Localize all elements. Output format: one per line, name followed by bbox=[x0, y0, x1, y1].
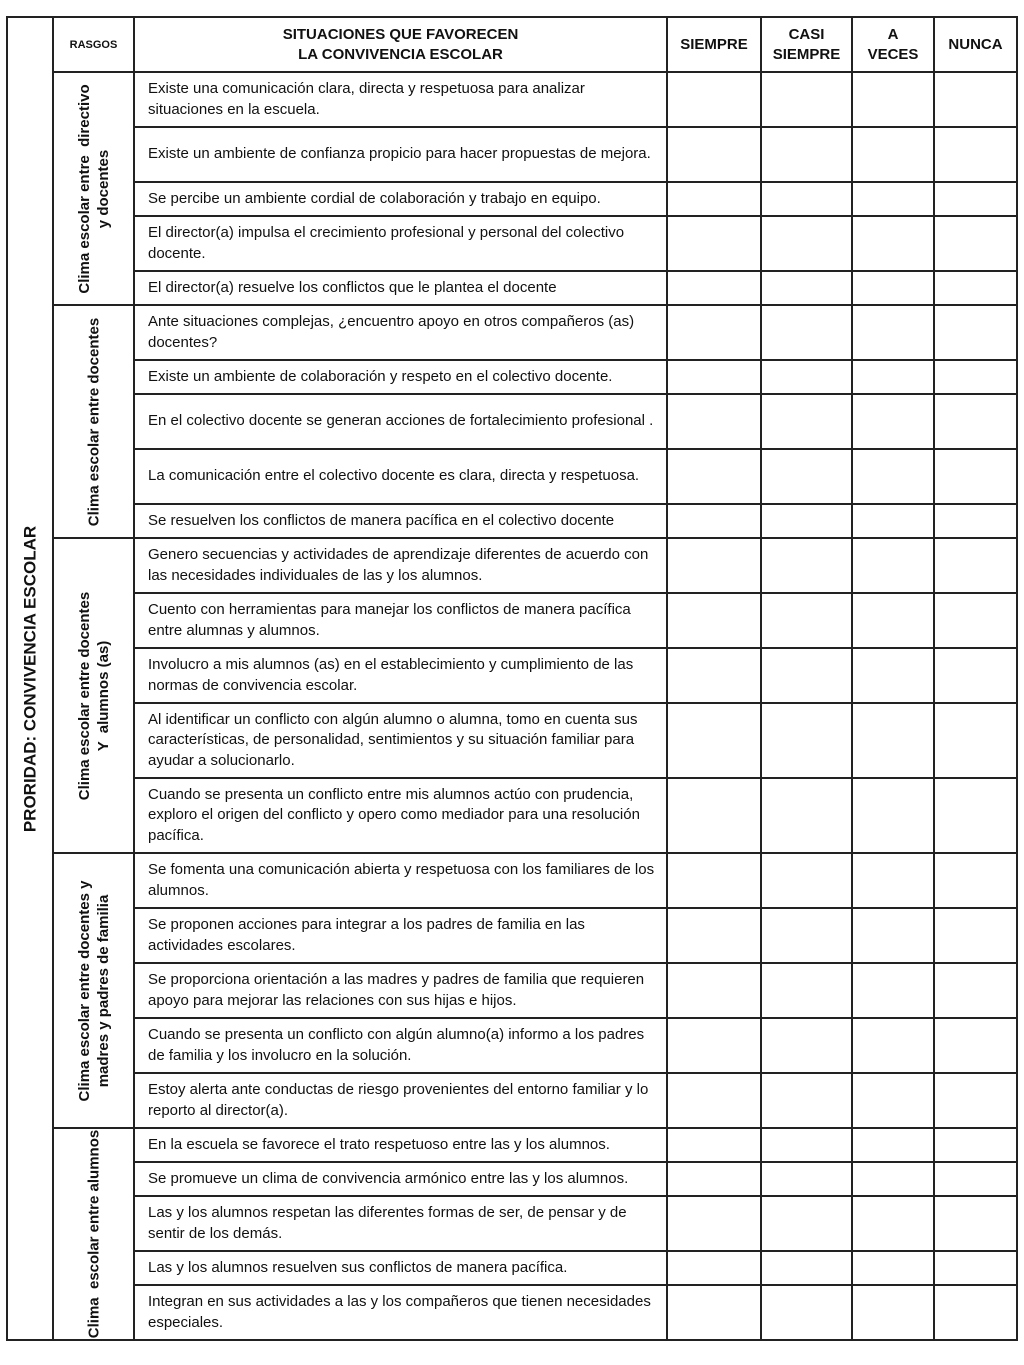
answer-cell-casi-siempre[interactable] bbox=[761, 271, 852, 305]
table-row bbox=[7, 593, 1017, 648]
answer-cell-siempre[interactable] bbox=[667, 449, 761, 504]
answer-cell-casi-siempre[interactable] bbox=[761, 853, 852, 908]
situacion-text: Las y los alumnos resuelven sus conflictos de manera pacífica. bbox=[134, 1251, 667, 1285]
answer-cell-nunca[interactable] bbox=[934, 1251, 1017, 1285]
situacion-text: Cuento con herramientas para manejar los conflictos de manera pacífica entre alumnas y alumnos. bbox=[134, 593, 667, 648]
answer-cell-siempre[interactable] bbox=[667, 1285, 761, 1340]
situacion-text: Se proporciona orientación a las madres y padres de familia que requieren apoyo para mejorar las relaciones con sus hijas e hijos. bbox=[134, 963, 667, 1018]
answer-cell-nunca[interactable] bbox=[934, 127, 1017, 182]
situacion-text: Existe un ambiente de confianza propicio para hacer propuestas de mejora. bbox=[134, 127, 667, 182]
answer-cell-a-veces[interactable] bbox=[852, 593, 934, 648]
answer-cell-nunca[interactable] bbox=[934, 449, 1017, 504]
answer-cell-a-veces[interactable] bbox=[852, 216, 934, 271]
situacion-text: Se resuelven los conflictos de manera pacífica en el colectivo docente bbox=[134, 504, 667, 538]
answer-cell-casi-siempre[interactable] bbox=[761, 1285, 852, 1340]
table-row bbox=[7, 538, 1017, 593]
table-row bbox=[7, 778, 1017, 853]
answer-cell-a-veces[interactable] bbox=[852, 1073, 934, 1128]
answer-cell-siempre[interactable] bbox=[667, 1251, 761, 1285]
answer-cell-siempre[interactable] bbox=[667, 360, 761, 394]
situacion-text: Cuando se presenta un conflicto con algún alumno(a) informo a los padres de familia y los involucro en la solución. bbox=[134, 1018, 667, 1073]
answer-cell-nunca[interactable] bbox=[934, 305, 1017, 360]
table-row bbox=[7, 449, 1017, 504]
situacion-text: Se promueve un clima de convivencia armónico entre las y los alumnos. bbox=[134, 1162, 667, 1196]
answer-cell-siempre[interactable] bbox=[667, 1128, 761, 1162]
answer-cell-siempre[interactable] bbox=[667, 853, 761, 908]
answer-cell-casi-siempre[interactable] bbox=[761, 778, 852, 853]
situacion-text: El director(a) impulsa el crecimiento profesional y personal del colectivo docente. bbox=[134, 216, 667, 271]
answer-cell-nunca[interactable] bbox=[934, 593, 1017, 648]
table-row bbox=[7, 72, 1017, 127]
answer-cell-nunca[interactable] bbox=[934, 360, 1017, 394]
answer-cell-siempre[interactable] bbox=[667, 963, 761, 1018]
situacion-text: La comunicación entre el colectivo docente es clara, directa y respetuosa. bbox=[134, 449, 667, 504]
answer-cell-a-veces[interactable] bbox=[852, 504, 934, 538]
table-row bbox=[7, 271, 1017, 305]
answer-cell-nunca[interactable] bbox=[934, 216, 1017, 271]
header-situaciones-line1: SITUACIONES QUE FAVORECEN bbox=[282, 25, 519, 43]
rasgo-label: Clima escolar entre directivo y docentes bbox=[75, 83, 112, 294]
situacion-text: Cuando se presenta un conflicto entre mis alumnos actúo con prudencia, exploro el origen del conflicto y opero como mediador para una resolución pacífica. bbox=[134, 778, 667, 853]
situacion-text: Estoy alerta ante conductas de riesgo provenientes del entorno familiar y lo reporto al director(a). bbox=[134, 1073, 667, 1128]
answer-cell-a-veces[interactable] bbox=[852, 778, 934, 853]
table-row bbox=[7, 127, 1017, 182]
answer-cell-a-veces[interactable] bbox=[852, 182, 934, 216]
answer-cell-siempre[interactable] bbox=[667, 394, 761, 449]
header-nunca: NUNCA bbox=[934, 17, 1017, 72]
answer-cell-siempre[interactable] bbox=[667, 593, 761, 648]
rasgo-cell bbox=[53, 72, 134, 305]
table-row bbox=[7, 703, 1017, 778]
answer-cell-a-veces[interactable] bbox=[852, 271, 934, 305]
table-row bbox=[7, 648, 1017, 703]
answer-cell-casi-siempre[interactable] bbox=[761, 703, 852, 778]
situacion-text: Al identificar un conflicto con algún alumno o alumna, tomo en cuenta sus características, de personalidad, sentimientos y su situación familiar para ayudar a solucionarlo. bbox=[134, 703, 667, 778]
answer-cell-siempre[interactable] bbox=[667, 305, 761, 360]
answer-cell-casi-siempre[interactable] bbox=[761, 538, 852, 593]
answer-cell-a-veces[interactable] bbox=[852, 908, 934, 963]
answer-cell-siempre[interactable] bbox=[667, 216, 761, 271]
table-row bbox=[7, 1162, 1017, 1196]
answer-cell-nunca[interactable] bbox=[934, 182, 1017, 216]
answer-cell-siempre[interactable] bbox=[667, 538, 761, 593]
priority-label: PRORIDAD: CONVIVENCIA ESCOLAR bbox=[20, 525, 40, 832]
header-casi-line2: SIEMPRE bbox=[772, 45, 841, 63]
answer-cell-casi-siempre[interactable] bbox=[761, 394, 852, 449]
answer-cell-nunca[interactable] bbox=[934, 538, 1017, 593]
answer-cell-a-veces[interactable] bbox=[852, 538, 934, 593]
situacion-text: Ante situaciones complejas, ¿encuentro apoyo en otros compañeros (as) docentes? bbox=[134, 305, 667, 360]
situacion-text: En la escuela se favorece el trato respetuoso entre las y los alumnos. bbox=[134, 1128, 667, 1162]
answer-cell-siempre[interactable] bbox=[667, 703, 761, 778]
answer-cell-casi-siempre[interactable] bbox=[761, 1196, 852, 1251]
table-row bbox=[7, 853, 1017, 908]
answer-cell-nunca[interactable] bbox=[934, 271, 1017, 305]
answer-cell-a-veces[interactable] bbox=[852, 648, 934, 703]
answer-cell-casi-siempre[interactable] bbox=[761, 360, 852, 394]
table-row bbox=[7, 1285, 1017, 1340]
answer-cell-siempre[interactable] bbox=[667, 127, 761, 182]
answer-cell-a-veces[interactable] bbox=[852, 1251, 934, 1285]
answer-cell-siempre[interactable] bbox=[667, 1196, 761, 1251]
answer-cell-casi-siempre[interactable] bbox=[761, 1018, 852, 1073]
answer-cell-a-veces[interactable] bbox=[852, 449, 934, 504]
answer-cell-nunca[interactable] bbox=[934, 504, 1017, 538]
answer-cell-nunca[interactable] bbox=[934, 703, 1017, 778]
rasgo-label: Clima escolar entre docentes Y alumnos (as) bbox=[75, 591, 112, 800]
answer-cell-casi-siempre[interactable] bbox=[761, 449, 852, 504]
answer-cell-a-veces[interactable] bbox=[852, 72, 934, 127]
answer-cell-nunca[interactable] bbox=[934, 648, 1017, 703]
answer-cell-siempre[interactable] bbox=[667, 1162, 761, 1196]
situacion-text: Se percibe un ambiente cordial de colaboración y trabajo en equipo. bbox=[134, 182, 667, 216]
answer-cell-casi-siempre[interactable] bbox=[761, 305, 852, 360]
table-row bbox=[7, 1073, 1017, 1128]
header-situaciones bbox=[134, 17, 667, 72]
answer-cell-a-veces[interactable] bbox=[852, 853, 934, 908]
answer-cell-nunca[interactable] bbox=[934, 1162, 1017, 1196]
answer-cell-a-veces[interactable] bbox=[852, 360, 934, 394]
table-row bbox=[7, 305, 1017, 360]
answer-cell-casi-siempre[interactable] bbox=[761, 593, 852, 648]
answer-cell-casi-siempre[interactable] bbox=[761, 648, 852, 703]
header-casi-siempre bbox=[761, 17, 852, 72]
situacion-text: En el colectivo docente se generan acciones de fortalecimiento profesional . bbox=[134, 394, 667, 449]
answer-cell-casi-siempre[interactable] bbox=[761, 72, 852, 127]
answer-cell-casi-siempre[interactable] bbox=[761, 963, 852, 1018]
answer-cell-siempre[interactable] bbox=[667, 1073, 761, 1128]
header-a-veces bbox=[852, 17, 934, 72]
answer-cell-casi-siempre[interactable] bbox=[761, 504, 852, 538]
answer-cell-siempre[interactable] bbox=[667, 1018, 761, 1073]
rasgo-cell bbox=[53, 1128, 134, 1340]
table-row bbox=[7, 1251, 1017, 1285]
situacion-text: Se proponen acciones para integrar a los padres de familia en las actividades escolares. bbox=[134, 908, 667, 963]
table-row bbox=[7, 360, 1017, 394]
rasgo-label: Clima escolar entre docentes y madres y padres de familia bbox=[75, 880, 112, 1101]
header-siempre: SIEMPRE bbox=[667, 17, 761, 72]
answer-cell-a-veces[interactable] bbox=[852, 963, 934, 1018]
answer-cell-nunca[interactable] bbox=[934, 778, 1017, 853]
answer-cell-nunca[interactable] bbox=[934, 1196, 1017, 1251]
table-row bbox=[7, 1128, 1017, 1162]
answer-cell-a-veces[interactable] bbox=[852, 1196, 934, 1251]
table-row bbox=[7, 182, 1017, 216]
answer-cell-siempre[interactable] bbox=[667, 648, 761, 703]
answer-cell-nunca[interactable] bbox=[934, 1285, 1017, 1340]
answer-cell-nunca[interactable] bbox=[934, 72, 1017, 127]
table-row bbox=[7, 1196, 1017, 1251]
rasgo-label: Clima escolar entre docentes bbox=[85, 317, 102, 526]
situacion-text: Genero secuencias y actividades de aprendizaje diferentes de acuerdo con las necesidades individuales de las y los alumnos. bbox=[134, 538, 667, 593]
situacion-text: Existe una comunicación clara, directa y respetuosa para analizar situaciones en la escuela. bbox=[134, 72, 667, 127]
rasgo-label: Clima escolar entre alumnos bbox=[85, 1129, 102, 1339]
table-row bbox=[7, 394, 1017, 449]
answer-cell-a-veces[interactable] bbox=[852, 127, 934, 182]
answer-cell-casi-siempre[interactable] bbox=[761, 127, 852, 182]
answer-cell-casi-siempre[interactable] bbox=[761, 1128, 852, 1162]
rasgo-cell bbox=[53, 305, 134, 538]
priority-cell bbox=[7, 17, 53, 1340]
header-casi-line1: CASI bbox=[788, 25, 825, 43]
answer-cell-casi-siempre[interactable] bbox=[761, 216, 852, 271]
header-situaciones-line2: LA CONVIVENCIA ESCOLAR bbox=[298, 45, 503, 63]
answer-cell-a-veces[interactable] bbox=[852, 394, 934, 449]
answer-cell-nunca[interactable] bbox=[934, 1073, 1017, 1128]
answer-cell-casi-siempre[interactable] bbox=[761, 182, 852, 216]
situacion-text: Integran en sus actividades a las y los compañeros que tienen necesidades especiales. bbox=[134, 1285, 667, 1340]
answer-cell-siempre[interactable] bbox=[667, 271, 761, 305]
answer-cell-a-veces[interactable] bbox=[852, 1018, 934, 1073]
situacion-text: Las y los alumnos respetan las diferentes formas de ser, de pensar y de sentir de los demás. bbox=[134, 1196, 667, 1251]
answer-cell-a-veces[interactable] bbox=[852, 305, 934, 360]
header-row bbox=[7, 17, 1017, 72]
answer-cell-casi-siempre[interactable] bbox=[761, 908, 852, 963]
table-row bbox=[7, 504, 1017, 538]
answer-cell-casi-siempre[interactable] bbox=[761, 1073, 852, 1128]
table-row bbox=[7, 908, 1017, 963]
table-row bbox=[7, 963, 1017, 1018]
answer-cell-a-veces[interactable] bbox=[852, 1285, 934, 1340]
answer-cell-nunca[interactable] bbox=[934, 963, 1017, 1018]
header-a-veces-line2: VECES bbox=[867, 45, 919, 63]
answer-cell-siempre[interactable] bbox=[667, 72, 761, 127]
answer-cell-siempre[interactable] bbox=[667, 182, 761, 216]
answer-cell-nunca[interactable] bbox=[934, 1128, 1017, 1162]
answer-cell-nunca[interactable] bbox=[934, 908, 1017, 963]
answer-cell-nunca[interactable] bbox=[934, 394, 1017, 449]
answer-cell-casi-siempre[interactable] bbox=[761, 1162, 852, 1196]
table-row bbox=[7, 1018, 1017, 1073]
situacion-text: El director(a) resuelve los conflictos que le plantea el docente bbox=[134, 271, 667, 305]
convivencia-table bbox=[6, 16, 1018, 1341]
rasgo-cell bbox=[53, 538, 134, 853]
answer-cell-siempre[interactable] bbox=[667, 908, 761, 963]
answer-cell-siempre[interactable] bbox=[667, 504, 761, 538]
header-a-veces-line1: A bbox=[887, 25, 899, 43]
answer-cell-a-veces[interactable] bbox=[852, 1162, 934, 1196]
situacion-text: Existe un ambiente de colaboración y respeto en el colectivo docente. bbox=[134, 360, 667, 394]
answer-cell-siempre[interactable] bbox=[667, 778, 761, 853]
rasgo-cell bbox=[53, 853, 134, 1128]
answer-cell-nunca[interactable] bbox=[934, 853, 1017, 908]
answer-cell-casi-siempre[interactable] bbox=[761, 1251, 852, 1285]
answer-cell-nunca[interactable] bbox=[934, 1018, 1017, 1073]
header-rasgos: RASGOS bbox=[53, 17, 134, 72]
answer-cell-a-veces[interactable] bbox=[852, 1128, 934, 1162]
situacion-text: Involucro a mis alumnos (as) en el establecimiento y cumplimiento de las normas de convivencia escolar. bbox=[134, 648, 667, 703]
situacion-text: Se fomenta una comunicación abierta y respetuosa con los familiares de los alumnos. bbox=[134, 853, 667, 908]
answer-cell-a-veces[interactable] bbox=[852, 703, 934, 778]
table-row bbox=[7, 216, 1017, 271]
